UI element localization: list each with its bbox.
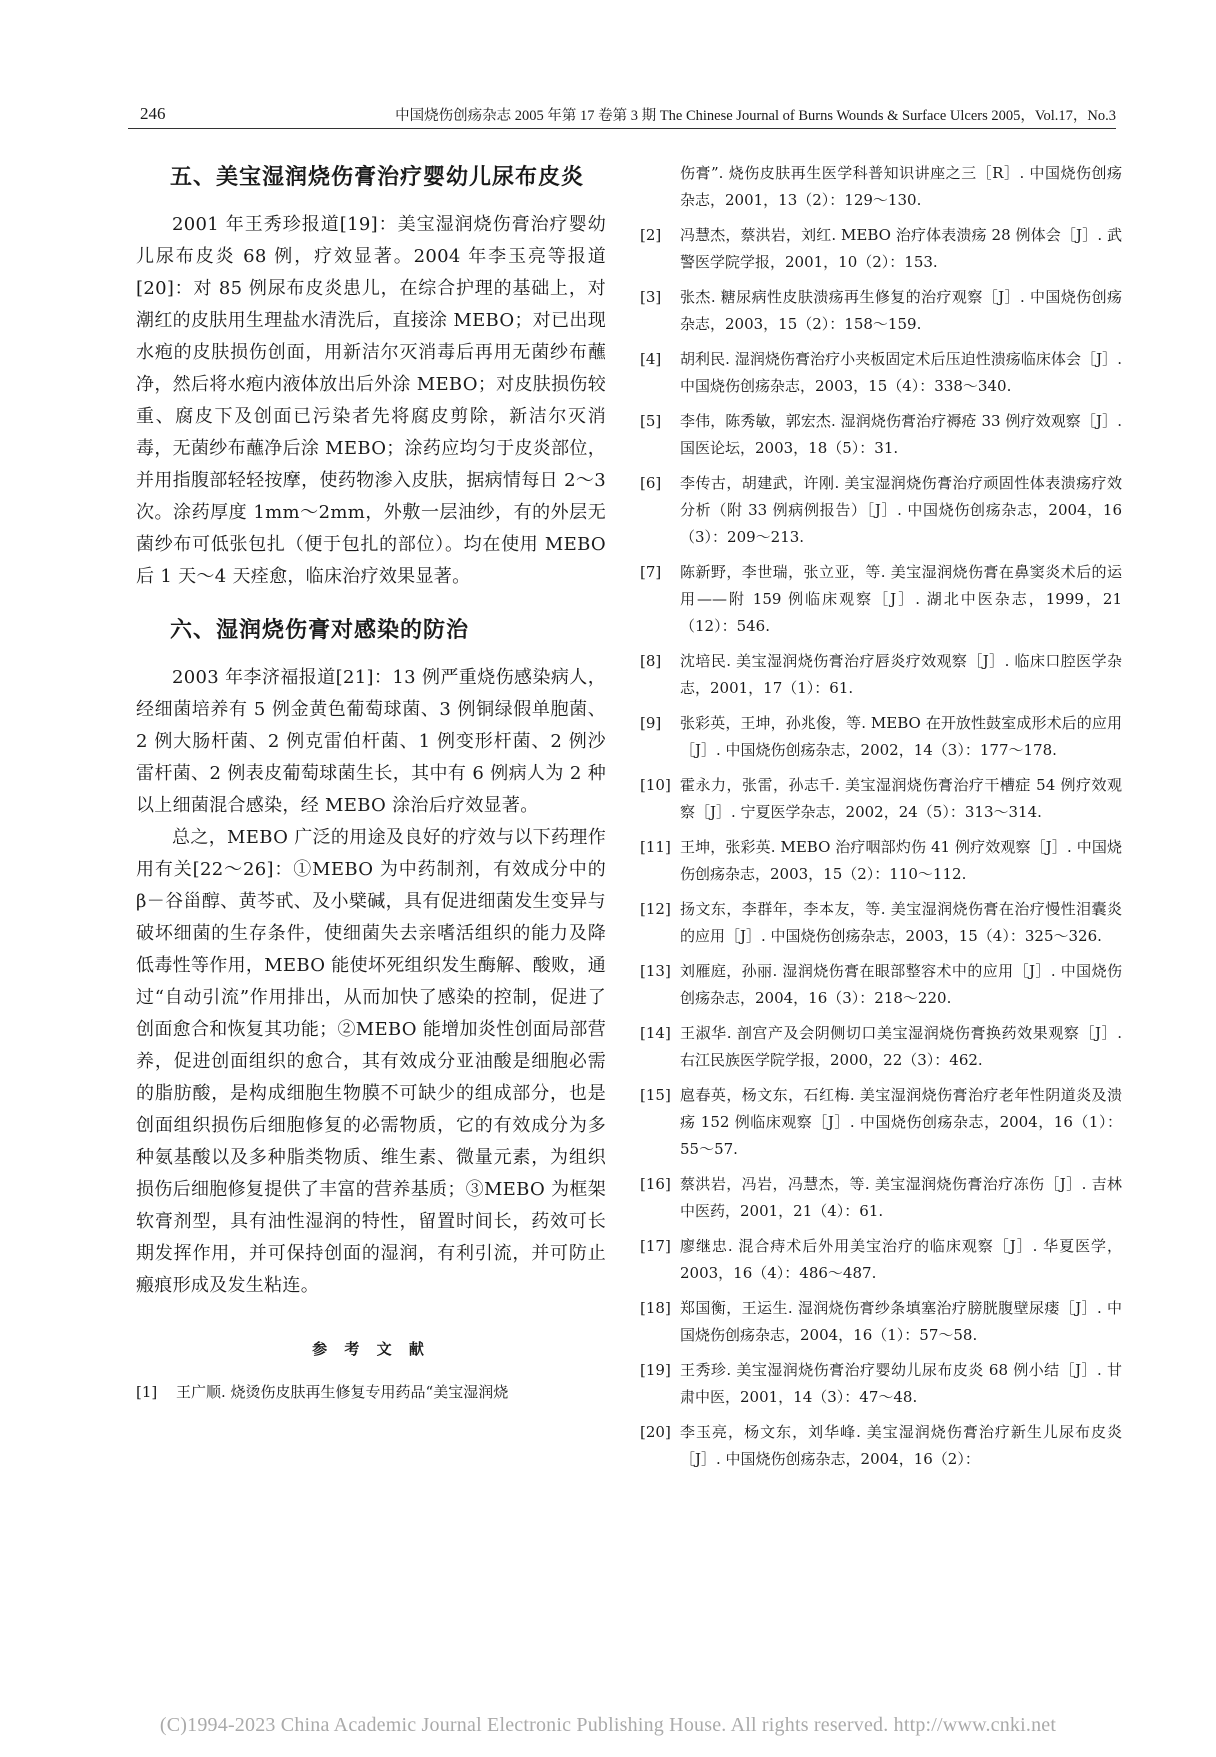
reference-text: 扈春英，杨文东，石红梅. 美宝湿润烧伤膏治疗老年性阴道炎及溃疡 152 例临床观察［J］. 中国烧伤创疡杂志，2004，16（1）：55～57. — [680, 1086, 1122, 1158]
reference-number: [8] — [640, 652, 662, 670]
reference-text: 冯慧杰，蔡洪岩，刘红. MEBO 治疗体表溃疡 28 例体会［J］. 武警医学院学报，2001，10（2）：153. — [680, 226, 1122, 271]
reference-number: [19] — [640, 1361, 671, 1379]
reference-item — [640, 470, 1122, 551]
reference-text: 廖继忠. 混合痔术后外用美宝治疗的临床观察［J］. 华夏医学，2003，16（4）：486～487. — [680, 1237, 1122, 1282]
reference-item — [136, 1379, 606, 1406]
section-5-title: 五、美宝湿润烧伤膏治疗婴幼儿尿布皮炎 — [170, 165, 585, 190]
reference-number: [3] — [640, 288, 662, 306]
copyright-footer: (C)1994-2023 China Academic Journal Electronic Publishing House. All rights reserved. http://www.cnki.net — [159, 1714, 1057, 1736]
reference-number: [11] — [640, 838, 671, 856]
reference-text: 王秀珍. 美宝湿润烧伤膏治疗婴幼儿尿布皮炎 68 例小结［J］. 甘肃中医，2001，14（3）：47～48. — [680, 1361, 1122, 1406]
reference-text: 刘雁庭，孙丽. 湿润烧伤膏在眼部整容术中的应用［J］. 中国烧伤创疡杂志，2004，16（3）：218～220. — [680, 962, 1122, 1007]
reference-item — [640, 1357, 1122, 1411]
reference-text: 李玉亮，杨文东，刘华峰. 美宝湿润烧伤膏治疗新生儿尿布皮炎［J］. 中国烧伤创疡杂志，2004，16（2）： — [680, 1423, 1122, 1468]
reference-item — [640, 896, 1122, 950]
section-5-paragraph: 2001 年王秀珍报道[19]：美宝湿润烧伤膏治疗婴幼儿尿布皮炎 68 例，疗效显著。2004 年李玉亮等报道[20]：对 85 例尿布皮炎患儿，在综合护理的基础上，对潮红的皮肤用生理盐水清洗后，直接涂 MEBO；对已出现水疱的皮肤损伤创面，用新洁尔灭消毒后再用无菌纱布蘸净，然后将水疱内液体放出后外涂 MEBO；对皮肤损伤较重、腐皮下及创面已污染者先将腐皮剪除，新洁尔灭消毒，无菌纱布蘸净后涂 MEBO；涂药应均匀于皮炎部位，并用指腹部轻轻按摩，使药物渗入皮肤，据病情每日 2～3 次。涂药厚度 1mm～2mm，外敷一层油纱，有的外层无菌纱布可低张包扎（便于包扎的部位）。均在使用 MEBO 后 1 天～4 天痊愈，临床治疗效果显著。 — [136, 214, 606, 587]
reference-list — [640, 222, 1122, 1473]
right-column — [640, 160, 1122, 1481]
reference-number: [17] — [640, 1237, 671, 1255]
reference-number: [15] — [640, 1086, 671, 1104]
section-6-paragraph-1: 2003 年李济福报道[21]：13 例严重烧伤感染病人，经细菌培养有 5 例金黄色葡萄球菌、3 例铜绿假单胞菌、2 例大肠杆菌、2 例克雷伯杆菌、1 例变形杆菌、2 例沙雷杆菌、2 例表皮葡萄球菌生长，其中有 6 例病人为 2 种以上细菌混合感染，经 MEBO 涂治后疗效显著。 — [136, 667, 606, 816]
reference-number: [7] — [640, 563, 662, 581]
reference-text: 张杰. 糖尿病性皮肤溃疡再生修复的治疗观察［J］. 中国烧伤创疡杂志，2003，15（2）：158～159. — [680, 288, 1122, 333]
reference-item — [640, 772, 1122, 826]
left-column — [136, 160, 606, 1414]
reference-number: [16] — [640, 1175, 671, 1193]
reference-number: [9] — [640, 714, 662, 732]
reference-item — [640, 222, 1122, 276]
reference-number: [5] — [640, 412, 662, 430]
reference-number: [13] — [640, 962, 671, 980]
reference-text: 郑国衡，王运生. 湿润烧伤膏纱条填塞治疗膀胱腹壁尿瘘［J］. 中国烧伤创疡杂志，2004，16（1）：57～58. — [680, 1299, 1122, 1344]
reference-item — [640, 408, 1122, 462]
reference-text: 胡利民. 湿润烧伤膏治疗小夹板固定术后压迫性溃疡临床体会［J］. 中国烧伤创疡杂志，2003，15（4）：338～340. — [680, 350, 1122, 395]
page-number: 246 — [140, 104, 166, 123]
journal-citation: 中国烧伤创疡杂志 2005 年第 17 卷第 3 期 The Chinese Journal of Burns Wounds & Surface Ulcers 2005，Vol.17，No.3 — [395, 108, 1116, 124]
reference-item — [640, 1171, 1122, 1225]
reference-item — [640, 559, 1122, 640]
reference-text: 王淑华. 剖宫产及会阴侧切口美宝湿润烧伤膏换药效果观察［J］. 右江民族医学院学报，2000，22（3）：462. — [680, 1024, 1122, 1069]
reference-text: 扬文东，李群年，李本友，等. 美宝湿润烧伤膏在治疗慢性泪囊炎的应用［J］. 中国烧伤创疡杂志，2003，15（4）：325～326. — [680, 900, 1122, 945]
reference-number: [12] — [640, 900, 671, 918]
reference-item — [640, 710, 1122, 764]
section-6-paragraph-2: 总之，MEBO 广泛的用途及良好的疗效与以下药理作用有关[22～26]：①MEBO 为中药制剂，有效成分中的 β－谷甾醇、黄芩甙、及小檗碱，具有促进细菌发生变异与破坏细菌的生存条件，使细菌失去亲嗜活组织的能力及降低毒性等作用，MEBO 能使坏死组织发生酶解、酸败，通过“自动引流”作用排出，从而加快了感染的控制，促进了创面愈合和恢复其功能；②MEBO 能增加炎性创面局部营养，促进创面组织的愈合，其有效成分亚油酸是细胞必需的脂肪酸，是构成细胞生物膜不可缺少的组成部分，也是创面组织损伤后细胞修复的必需物质，它的有效成分为多种氨基酸以及多种脂类物质、维生素、微量元素，为组织损伤后细胞修复提供了丰富的营养基质；③MEBO 为框架软膏剂型，具有油性湿润的特性，留置时间长，药效可长期发挥作用，并可保持创面的湿润，有利引流，并可防止瘢痕形成及发生粘连。 — [136, 827, 606, 1296]
references-heading: 参 考 文 献 — [312, 1340, 430, 1358]
reference-number: [20] — [640, 1423, 671, 1441]
reference-item — [640, 1295, 1122, 1349]
reference-continuation: 伤膏”. 烧伤皮肤再生医学科普知识讲座之三［R］. 中国烧伤创疡杂志，2001，13（2）：129～130. — [680, 164, 1122, 209]
reference-text: 李伟，陈秀敏，郭宏杰. 湿润烧伤膏治疗褥疮 33 例疗效观察［J］. 国医论坛，2003，18（5）：31. — [680, 412, 1122, 457]
reference-item — [640, 648, 1122, 702]
reference-text: 张彩英，王坤，孙兆俊，等. MEBO 在开放性鼓室成形术后的应用［J］. 中国烧伤创疡杂志，2002，14（3）：177～178. — [680, 714, 1122, 759]
reference-item — [640, 1233, 1122, 1287]
reference-text: 陈新野，李世瑞，张立亚，等. 美宝湿润烧伤膏在鼻窦炎术后的运用——附 159 例临床观察［J］. 湖北中医杂志，1999，21（12）：546. — [680, 563, 1122, 635]
reference-item — [640, 1020, 1122, 1074]
running-header — [128, 98, 1116, 129]
reference-item — [640, 958, 1122, 1012]
reference-text: 沈培民. 美宝湿润烧伤膏治疗唇炎疗效观察［J］. 临床口腔医学杂志，2001，17（1）：61. — [680, 652, 1122, 697]
reference-text: 蔡洪岩，冯岩，冯慧杰，等. 美宝湿润烧伤膏治疗冻伤［J］. 吉林中医药，2001，21（4）：61. — [680, 1175, 1122, 1220]
reference-number: [6] — [640, 474, 662, 492]
section-6-title: 六、湿润烧伤膏对感染的防治 — [170, 618, 470, 643]
reference-item — [640, 834, 1122, 888]
reference-item — [640, 346, 1122, 400]
reference-item — [640, 1082, 1122, 1163]
reference-number: [1] — [136, 1383, 158, 1401]
reference-number: [4] — [640, 350, 662, 368]
reference-number: [14] — [640, 1024, 671, 1042]
reference-text: 霍永力，张雷，孙志千. 美宝湿润烧伤膏治疗干槽症 54 例疗效观察［J］. 宁夏医学杂志，2002，24（5）：313～314. — [680, 776, 1122, 821]
reference-text: 王广顺. 烧烫伤皮肤再生修复专用药品“美宝湿润烧 — [176, 1383, 509, 1401]
reference-text: 王坤，张彩英. MEBO 治疗咽部灼伤 41 例疗效观察［J］. 中国烧伤创疡杂志，2003，15（2）：110～112. — [680, 838, 1122, 883]
reference-number: [10] — [640, 776, 671, 794]
reference-item — [640, 284, 1122, 338]
reference-number: [18] — [640, 1299, 671, 1317]
reference-number: [2] — [640, 226, 662, 244]
reference-text: 李传古，胡建武，许刚. 美宝湿润烧伤膏治疗顽固性体表溃疡疗效分析（附 33 例病例报告）［J］. 中国烧伤创疡杂志，2004，16（3）：209～213. — [680, 474, 1122, 546]
reference-item — [640, 1419, 1122, 1473]
